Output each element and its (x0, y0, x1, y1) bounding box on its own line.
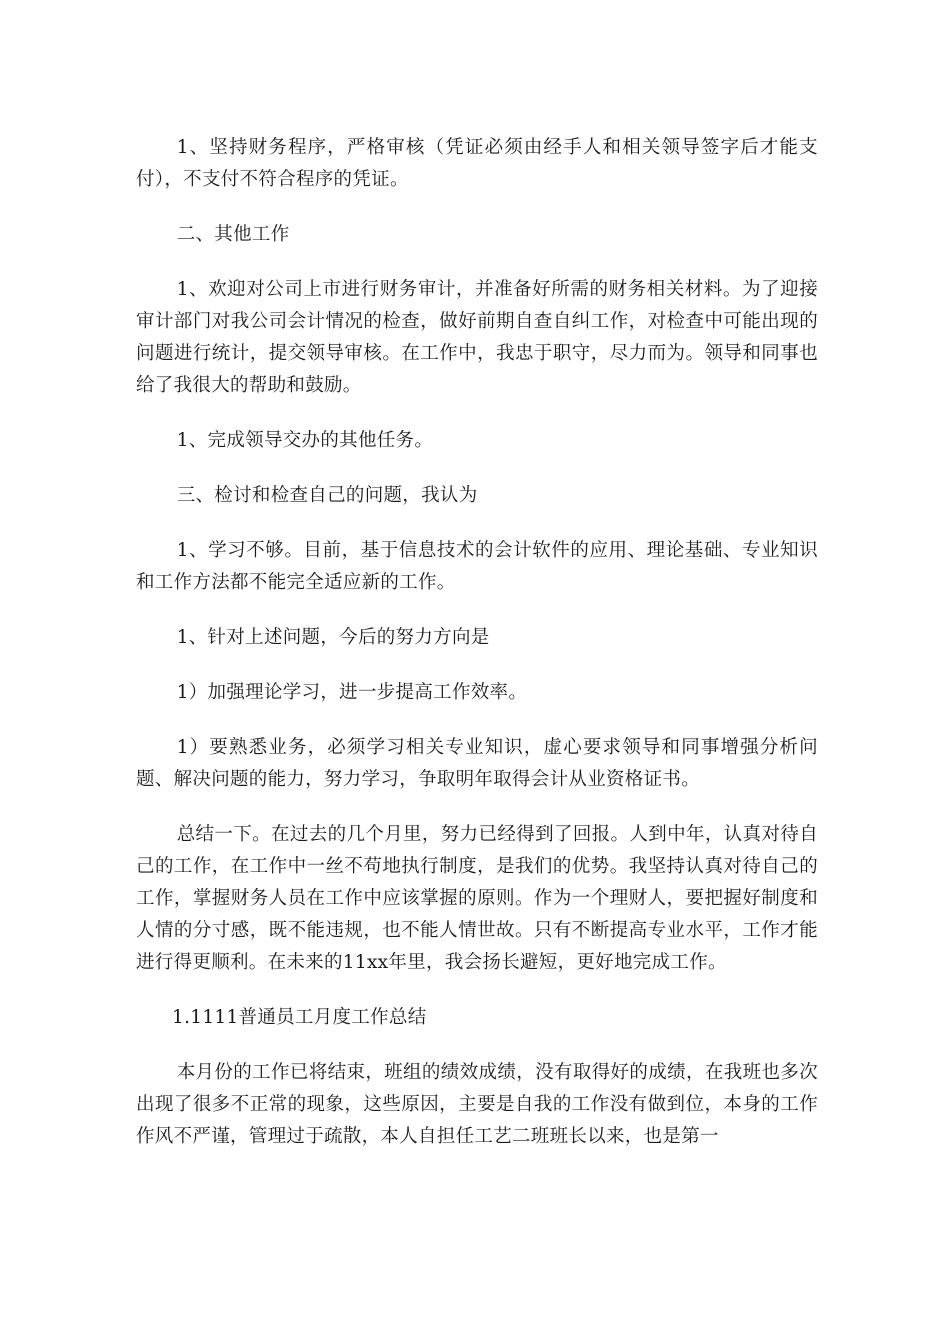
heading-other-work: 二、其他工作 (176, 224, 290, 245)
heading-self-review: 三、检讨和检查自己的问题，我认为 (176, 485, 478, 506)
paragraph-study: 1、学习不够。目前，基于信息技术的会计软件的应用、理论基础、专业知识和工作方法都不能完全适应新的工作。 (136, 540, 818, 593)
paragraph-direction: 1、针对上述问题，今后的努力方向是 (176, 627, 490, 648)
paragraph-summary: 总结一下。在过去的几个月里，努力已经得到了回报。人到中年，认真对待自己的工作，在工作中一丝不苟地执行制度，是我们的优势。我坚持认真对待自己的工作，掌握财务人员在工作中应该掌握的原则。作为一个理财人，要把握好制度和人情的分寸感，既不能违规，也不能人情世故。只有不断提高专业水平，工作才能进行得更顺利。在未来的11xx年里，我会扬长避短，更好地完成工作。 (136, 824, 818, 973)
paragraph-business: 1）要熟悉业务，必须学习相关专业知识，虚心要求领导和同事增强分析问题、解决问题的能力，努力学习，争取明年取得会计从业资格证书。 (136, 737, 818, 790)
paragraph-1: 1、坚持财务程序，严格审核（凭证必须由经手人和相关领导签字后才能支付），不支付不符合程序的凭证。 (136, 137, 818, 190)
paragraph-monthly: 本月份的工作已将结束，班组的绩效成绩，没有取得好的成绩，在我班也多次出现了很多不正常的现象，这些原因，主要是自我的工作没有做到位，本身的工作作风不严谨，管理过于疏散，本人自担任工艺二班班长以来，也是第一 (136, 1062, 818, 1147)
paragraph-theory: 1）加强理论学习，进一步提高工作效率。 (176, 682, 528, 703)
paragraph-other-tasks: 1、完成领导交办的其他任务。 (176, 430, 434, 451)
document-page (136, 132, 818, 1176)
section-title: 1.1111普通员工月度工作总结 (172, 1007, 427, 1028)
paragraph-audit: 1、欢迎对公司上市进行财务审计，并准备好所需的财务相关材料。为了迎接审计部门对我公司会计情况的检查，做好前期自查自纠工作，对检查中可能出现的问题进行统计，提交领导审核。在工作中，我忠于职守，尽力而为。领导和同事也给了我很大的帮助和鼓励。 (136, 279, 818, 396)
